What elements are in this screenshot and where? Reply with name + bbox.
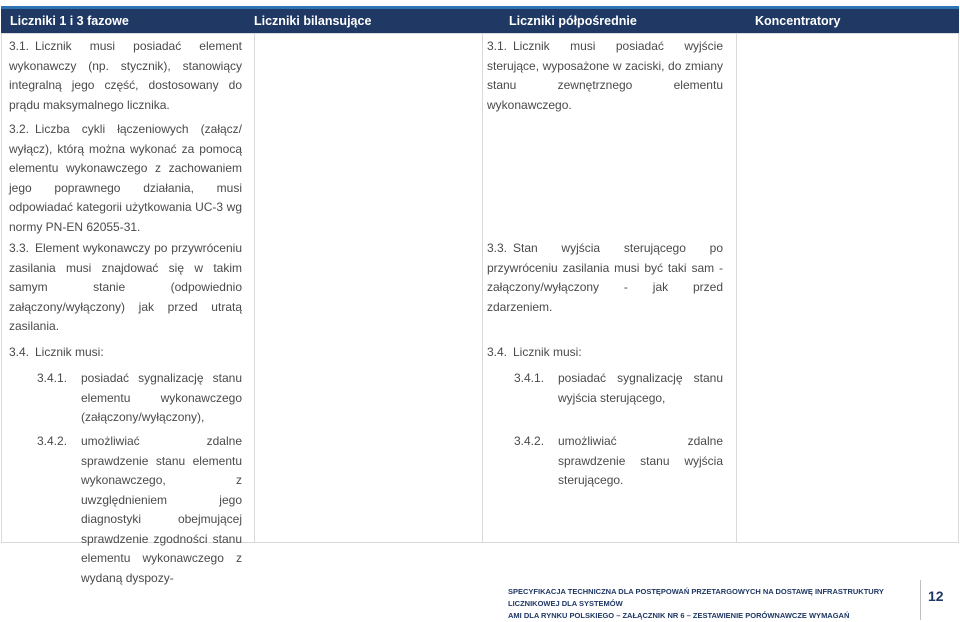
item-number: 3.4. bbox=[487, 345, 508, 359]
item-text: posiadać sygnalizację stanu wyjścia sterującego, bbox=[558, 371, 723, 405]
col1-item-3-3 bbox=[9, 239, 242, 337]
col3-item-3-4-2 bbox=[514, 432, 723, 487]
col1-item-3-4-1 bbox=[37, 369, 242, 429]
col3-item-3-4 bbox=[487, 343, 723, 363]
col1-item-3-2 bbox=[9, 120, 242, 237]
col1-item-3-4 bbox=[9, 343, 242, 363]
item-text: posiadać sygnalizację stanu elementu wykonawczego (załączony/wyłączony), bbox=[81, 371, 242, 424]
item-text: Stan wyjścia sterującego po przywróceniu zasilania musi być taki sam - załączony/wyłączony - jak przed zdarzeniem. bbox=[487, 241, 723, 314]
col1-item-3-4-2 bbox=[37, 432, 242, 585]
footer-divider bbox=[920, 580, 921, 620]
footer-title bbox=[508, 586, 918, 622]
item-number: 3.1. bbox=[487, 39, 508, 53]
col1-item-3-1 bbox=[9, 37, 242, 115]
item-number: 3.4.2. bbox=[37, 434, 68, 448]
item-text: Licznik musi posiadać element wykonawczy (np. stycznik), stanowiący integralną jego część, dostosowany do prądu maksymalnego licznika. bbox=[9, 39, 242, 112]
page-number: 12 bbox=[928, 588, 944, 604]
header-col-2: Liczniki bilansujące bbox=[254, 14, 372, 28]
footer-line-1: SPECYFIKACJA TECHNICZNA DLA POSTĘPOWAŃ PRZETARGOWYCH NA DOSTAWĘ INFRASTRUKTURY LICZNIKOWEJ DLA SYSTEMÓW bbox=[508, 587, 884, 608]
item-text: Licznik musi: bbox=[513, 345, 582, 359]
header-col-3: Liczniki półpośrednie bbox=[509, 14, 637, 28]
item-text: Element wykonawczy po przywróceniu zasilania musi znajdować się w takim samym stanie (odpowiednio załączony/wyłączony) jak przed utratą zasilania. bbox=[9, 241, 242, 333]
item-number: 3.1. bbox=[9, 39, 30, 53]
item-text: umożliwiać zdalne sprawdzenie stanu wyjścia sterującego. bbox=[558, 434, 723, 487]
column-divider bbox=[736, 34, 737, 542]
table-header bbox=[1, 6, 959, 33]
col3-item-3-3 bbox=[487, 239, 723, 317]
header-col-4: Koncentratory bbox=[755, 14, 841, 28]
item-number: 3.4. bbox=[9, 345, 30, 359]
footer-line-2: AMI DLA RYNKU POLSKIEGO – ZAŁĄCZNIK NR 6 – ZESTAWIENIE PORÓWNAWCZE WYMAGAŃ bbox=[508, 611, 850, 620]
col3-item-3-1 bbox=[487, 37, 723, 115]
header-col-1: Liczniki 1 i 3 fazowe bbox=[10, 14, 129, 28]
item-text: Licznik musi: bbox=[35, 345, 104, 359]
item-text: Licznik musi posiadać wyjście sterujące, wyposażone w zaciski, do zmiany stanu zewnętrznego elementu wykonawczego. bbox=[487, 39, 723, 112]
column-divider bbox=[482, 34, 483, 542]
item-text: Liczba cykli łączeniowych (załącz/ wyłącz), którą można wykonać za pomocą elementu wykonawczego z zachowaniem jego poprawnego działania, musi odpowiadać kategorii użytkowania UC-3 wg normy PN-EN 62055-31. bbox=[9, 122, 242, 234]
col3-item-3-4-1 bbox=[514, 369, 723, 414]
item-text: umożliwiać zdalne sprawdzenie stanu elementu wykonawczego, z uwzględnieniem jego diagnostyki obejmującej sprawdzenie zgodności stanu elementu wykonawczego z wydaną dyspozy- bbox=[81, 434, 242, 585]
item-number: 3.4.1. bbox=[514, 371, 545, 385]
item-number: 3.4.2. bbox=[514, 434, 545, 448]
item-number: 3.4.1. bbox=[37, 371, 68, 385]
column-divider bbox=[254, 34, 255, 542]
item-number: 3.3. bbox=[487, 241, 508, 255]
item-number: 3.3. bbox=[9, 241, 30, 255]
item-number: 3.2. bbox=[9, 122, 30, 136]
